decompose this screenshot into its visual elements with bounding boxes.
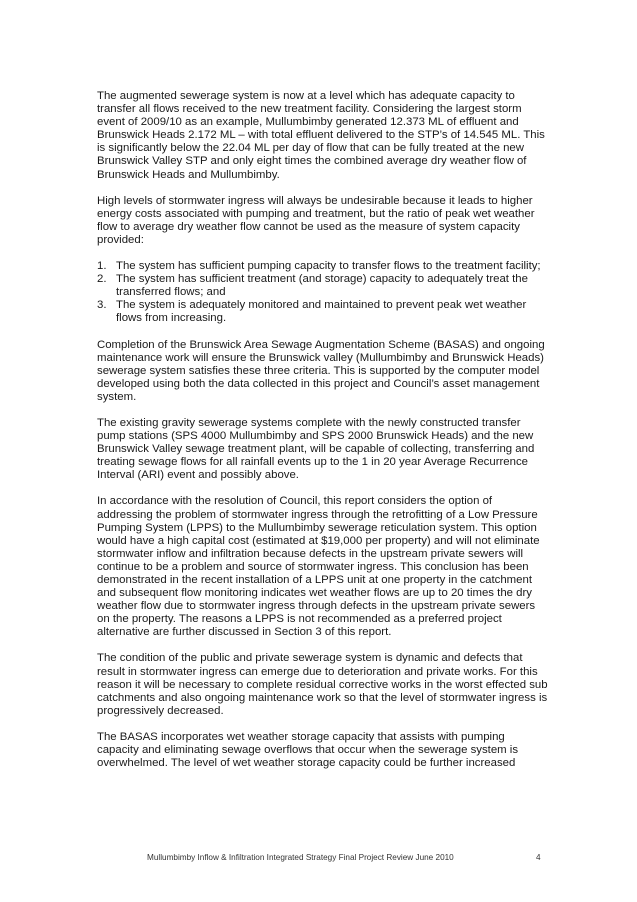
paragraph: The existing gravity sewerage systems complete with the newly constructed transfer pump stations (SPS 4000 Mullumbimby and SPS 2000 Brunswick Heads) and the new Brunswick Valley sewage treatment plant, will be capable of collecting, transferring and treating sewage flows for all rainfall events up to the 1 in 20 year Average Recurrence Interval (ARI) event and possibly above.: [97, 416, 535, 482]
list-item-text: The system is adequately monitored and maintained to prevent peak wet weather flows from increasing.: [116, 299, 527, 325]
body-text: [97, 90, 549, 783]
list-item-text: The system has sufficient pumping capacity to transfer flows to the treatment facility;: [116, 260, 541, 273]
paragraph: The condition of the public and private sewerage system is dynamic and defects that result in stormwater ingress can emerge due to deterioration and private works. For this reason it will be necessary to complete residual corrective works in the worst effected sub catchments and also ongoing maintenance work so that the level of stormwater ingress is progressively decreased.: [97, 652, 548, 717]
list-item-text: The system has sufficient treatment (and storage) capacity to adequately treat the transferred flows; and: [116, 273, 528, 299]
footer-text: Mullumbimby Inflow & Infiltration Integrated Strategy Final Project Review June 2010: [147, 853, 454, 862]
paragraph: The BASAS incorporates wet weather storage capacity that assists with pumping capacity and eliminating sewage overflows that occur when the sewerage system is overwhelmed. The level of wet weather storage capacity could be further increased: [97, 730, 519, 770]
list-number: 2.: [97, 273, 107, 286]
paragraph: In accordance with the resolution of Council, this report considers the option of addressing the problem of stormwater ingress through the retrofitting of a Low Pressure Pumping System (LPPS) to the Mullumbimby sewerage reticulation system. This option would have a high capital cost (estimated at $19,000 per property) and will not eliminate stormwater inflow and infiltration because defects in the upstream private sewers will continue to be a problem and source of stormwater ingress. This conclusion has been demonstrated in the recent installation of a LPPS unit at one property in the catchment and subsequent flow monitoring indicates wet weather flows are up to 20 times the dry weather flow due to stormwater ingress through defects in the upstream private sewers on the property. The reasons a LPPS is not recommended as a preferred project alternative are further discussed in Section 3 of this report.: [97, 495, 540, 639]
paragraph: High levels of stormwater ingress will always be undesirable because it leads to higher energy costs associated with pumping and treatment, but the ratio of peak wet weather flow to average dry weather flow cannot be used as the measure of system capacity provided:: [97, 194, 535, 246]
page-number: 4: [536, 853, 541, 862]
list-item: [97, 299, 549, 325]
list-number: 1.: [97, 260, 107, 273]
paragraph: The augmented sewerage system is now at a level which has adequate capacity to transfer all flows received to the new treatment facility. Considering the largest storm event of 2009/10 as an example, Mullumbimby generated 12.373 ML of effluent and Brunswick Heads 2.172 ML – with total effluent delivered to the STP’s of 14.545 ML. This is significantly below the 22.04 ML per day of flow that can be fully treated at the new Brunswick Valley STP and only eight times the combined average dry weather flow of Brunswick Heads and Mullumbimby.: [97, 90, 545, 181]
list-item: [97, 273, 549, 299]
list-item: [97, 260, 549, 273]
paragraph: Completion of the Brunswick Area Sewage Augmentation Scheme (BASAS) and ongoing maintenance work will ensure the Brunswick valley (Mullumbimby and Brunswick Heads) sewerage system satisfies these three criteria. This is supported by the computer model developed using both the data collected in this project and Council’s asset management system.: [97, 338, 545, 403]
list-number: 3.: [97, 299, 107, 312]
criteria-list: [97, 260, 549, 325]
